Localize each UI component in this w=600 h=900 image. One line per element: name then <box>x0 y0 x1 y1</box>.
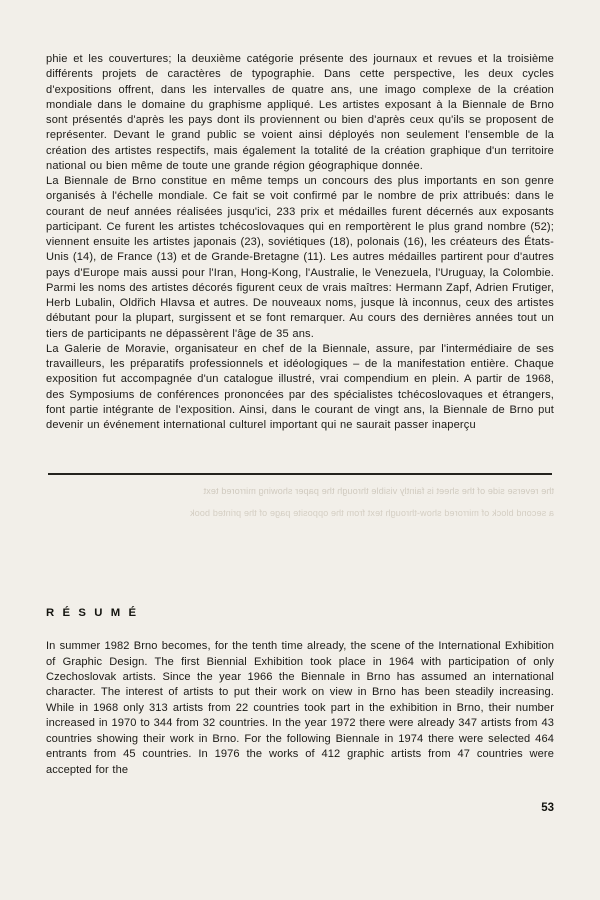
page-number: 53 <box>541 802 554 814</box>
show-through-text-line-1: the reverse side of the sheet is faintly visible through the paper showing mirrored text <box>203 486 554 497</box>
show-through-area <box>46 485 554 581</box>
resume-body-text <box>46 639 554 778</box>
paragraph-biennale-concours: La Biennale de Brno constitue en même temps un concours des plus importants en son genre organisés à l'échelle mondiale. Ce fait se voit confirmé par le nombre de prix attribués: dans le courant de neuf années réalisées jusqu'ici, 233 prix et médailles furent décernés aux exposants participant. Ce furent les artistes tchécoslovaques qui en remportèrent le plus grand nombre (52); viennent ensuite les artistes japonais (23), soviétiques (18), polonais (16), les créateurs des États-Unis (14), de France (13) et de Grande-Bretagne (11). Les autres médailles partirent pour d'autres pays d'Europe mais aussi pour l'Iran, Hong-Kong, l'Australie, le Venezuela, l'Uruguay, la Colombie. Parmi les noms des artistes décorés figurent ceux de vrais maîtres: Hermann Zapf, Adrien Frutiger, Herb Lubalin, Oldřich Hlavsa et autres. De nouveaux noms, jusque là inconnus, ceux des artistes débutant pour la plupart, surgissent et se font remarquer. Au cours des dernières années tout un tiers de participants ne dépassèrent l'âge de 35 ans. <box>46 175 554 340</box>
paragraph-continuation: phie et les couvertures; la deuxième catégorie présente des journaux et revues et la troisième différents projets de caractères de typographie. Dans cette perspective, les deux cycles d'expositions offrent, dans les intervalles de quatre ans, une imago complexe de la création mondiale dans le domaine du graphisme appliqué. Les artistes exposant à la Biennale de Brno sont présentés d'après les pays dont ils proviennent ou bien d'après ceux qu'ils se proposent de représenter. Devant le grand public se voient ainsi déployés non seulement l'ensemble de la création des artistes respectifs, mais également la totalité de la création graphique d'un territoire national ou bien même de toute une grande région géographique donnée. <box>46 53 554 172</box>
resume-paragraph: In summer 1982 Brno becomes, for the tenth time already, the scene of the International Exhibition of Graphic Design. The first Biennial Exhibition took place in 1964 with participation of only Czechoslovak artists. Since the year 1966 the Biennale in Brno has assumed an international character. The interest of artists to put their work on view in Brno has been steadily increasing. While in 1968 only 313 artists from 22 countries took part in the exhibition in Brno, their number increased in 1970 to 344 from 32 countries. In the year 1972 there were already 347 artists from 43 countries showing their work in Brno. For the following Biennale in 1974 there were selected 464 entrants from 45 countries. In 1976 the works of 412 graphic artists from 47 countries were accepted for the <box>46 640 554 776</box>
show-through-text-line-2: a second block of mirrored show-through text from the opposite page of the printed book <box>189 507 554 518</box>
paragraph-galerie-moravie: La Galerie de Moravie, organisateur en chef de la Biennale, assure, par l'intermédiaire de ses travailleurs, les préparatifs professionnels et idéologiques – de la manifestation entière. Chaque exposition fut accompagnée d'un catalogue illustré, vrai compendium en plein. A partir de 1968, des Symposiums de conférences prononcées par des spécialistes tchécoslovaques et étrangers, font partie intégrante de l'exposition. Ainsi, dans le courant de vingt ans, la Biennale de Brno put devenir un événement international culturel important qui ne saurait passer inaperçu <box>46 342 554 431</box>
horizontal-divider <box>48 473 552 475</box>
main-body-text <box>46 52 554 433</box>
resume-heading: R É S U M É <box>46 607 139 620</box>
